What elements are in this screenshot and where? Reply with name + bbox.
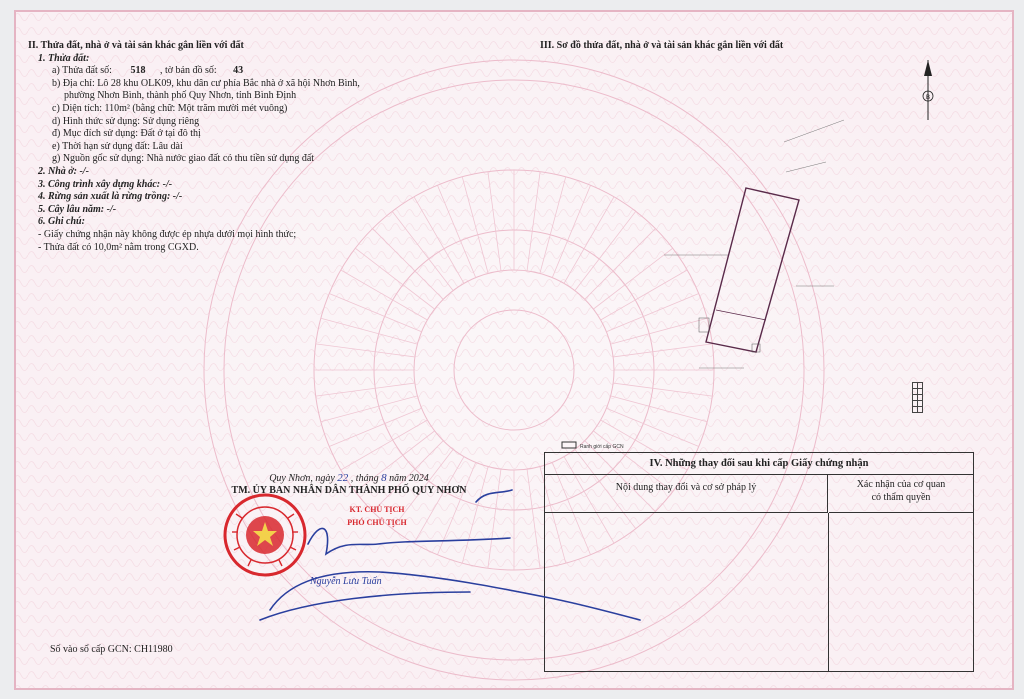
coordinate-table: [912, 382, 923, 413]
signature-scribble: [250, 480, 650, 640]
section4-title: IV. Những thay đổi sau khi cấp Giấy chứng nhận: [545, 453, 973, 475]
usage-form-line: d) Hình thức sử dụng: Sử dụng riêng: [52, 115, 200, 127]
year-part: năm 2024: [389, 473, 429, 484]
parcel-line: [28, 65, 528, 78]
certificate-page: [14, 10, 1014, 690]
usage-purpose-line: đ) Mục đích sử dụng: Đất ở tại đô thị: [52, 128, 201, 140]
parcel-prefix: a) Thửa đất số:: [52, 65, 112, 77]
date-month: 8: [381, 472, 387, 484]
house-line: 2. Nhà ở: -/-: [38, 165, 89, 177]
confirm-line-2: có thẩm quyền: [871, 492, 931, 503]
parcel-map: [534, 50, 1004, 460]
parcel-boundary: [706, 188, 799, 352]
map-sheet-prefix: , tờ bản đồ số:: [159, 65, 217, 77]
usage-origin-line: g) Nguồn gốc sử dụng: Nhà nước giao đất có thu tiền sử dụng đất: [52, 153, 315, 165]
usage-term-line: e) Thời hạn sử dụng đất: Lâu dài: [52, 140, 183, 152]
section2-title: II. Thửa đất, nhà ở và tài sản khác gắn liền với đất: [28, 40, 244, 51]
place-date-prefix: Quy Nhơn, ngày: [269, 473, 335, 484]
month-prefix: , tháng: [350, 473, 379, 484]
note-2: - Thửa đất có 10,0m² nằm trong CGXD.: [38, 241, 199, 253]
role-line-1: KT. CHỦ TỊCH: [349, 505, 405, 514]
north-arrow-icon: [923, 60, 933, 120]
role-line-2: PHÓ CHỦ TỊCH: [347, 517, 407, 527]
forest-line: 4. Rừng sản xuất là rừng trồng: -/-: [38, 191, 183, 203]
column-divider: [828, 513, 829, 671]
parcel-number: 518: [130, 65, 146, 77]
date-day: 22: [337, 472, 349, 484]
north-label: B: [925, 95, 931, 101]
changes-col-content: Nội dung thay đổi và cơ sở pháp lý: [545, 475, 828, 513]
area-line: c) Diện tích: 110m² (bằng chữ: Một trăm mười mét vuông): [52, 102, 288, 114]
legend-caption: Ranh giới cấp GCN: [580, 444, 624, 450]
section3-title: III. Sơ đồ thửa đất, nhà ở và tài sản khác gắn liền với đất: [540, 40, 784, 51]
perennial-line: 5. Cây lâu năm: -/-: [38, 203, 117, 215]
signer-name: Nguyễn Lưu Tuấn: [310, 576, 382, 587]
authority: TM. ỦY BAN NHÂN DÂN THÀNH PHỐ QUY NHƠN: [231, 485, 467, 496]
changes-col-confirm: [829, 475, 973, 513]
construction-line: 3. Công trình xây dựng khác: -/-: [38, 178, 173, 190]
address-line-2: phường Nhơn Bình, thành phố Quy Nhơn, tỉnh Bình Định: [64, 90, 297, 102]
map-sheet-number: 43: [233, 65, 244, 77]
notes-heading: 6. Ghi chú:: [38, 216, 85, 228]
gcn-registry-number: Số vào sổ cấp GCN: CH11980: [50, 644, 173, 655]
confirm-line-1: Xác nhận của cơ quan: [856, 479, 946, 490]
land-heading: 1. Thửa đất:: [38, 52, 90, 64]
address-line-1: b) Địa chỉ: Lô 28 khu OLK09, khu dân cư phía Bắc nhà ở xã hội Nhơn Bình,: [52, 77, 360, 89]
note-1: - Giấy chứng nhận này không được ép nhựa dưới mọi hình thức;: [38, 228, 297, 240]
